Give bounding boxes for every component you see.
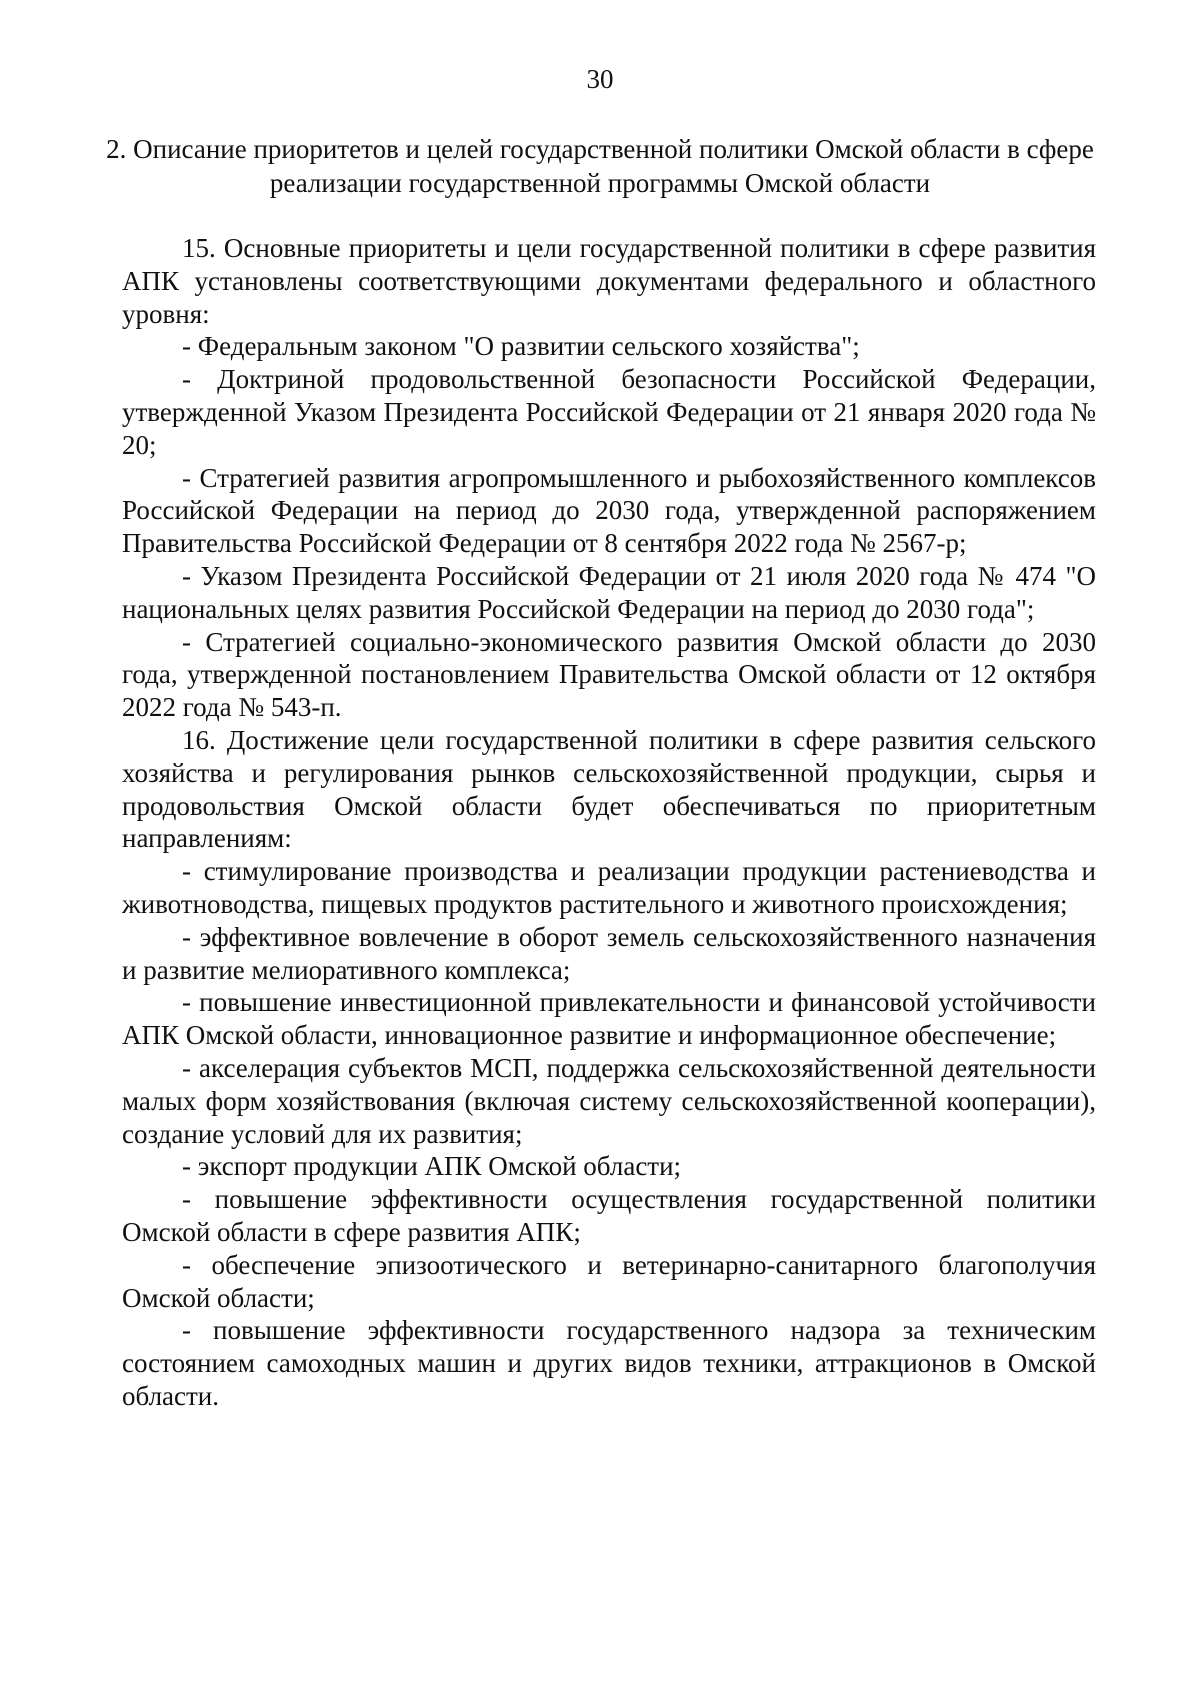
priority-item: - обеспечение эпизоотического и ветеринарно-санитарного благополучия Омской области; (122, 1249, 1096, 1313)
list-item-federal-law: - Федеральным законом "О развитии сельского хозяйства"; (182, 331, 860, 362)
section-title: 2. Описание приоритетов и целей государственной политики Омской области в сфере реализации государственной программы Омской области (106, 134, 1094, 198)
paragraph-15-intro: 15. Основные приоритеты и цели государственной политики в сфере развития АПК установлены соответствующими документами федерального и областного уровня: (122, 233, 1096, 329)
document-body (122, 232, 1096, 1413)
list-item-presidential-decree: - Указом Президента Российской Федерации от 21 июля 2020 года № 474 "О национальных целях развития Российской Федерации на период до 2030 года"; (122, 560, 1096, 624)
priority-item: - стимулирование производства и реализации продукции растениеводства и животноводства, пищевых продуктов растительного и животного происхождения; (122, 856, 1096, 919)
priority-item: - экспорт продукции АПК Омской области; (182, 1151, 682, 1182)
priority-item: - эффективное вовлечение в оборот земель сельскохозяйственного назначения и развитие мелиоративного комплекса; (122, 921, 1096, 985)
priority-item: - акселерация субъектов МСП, поддержка сельскохозяйственной деятельности малых форм хозяйствования (включая систему сельскохозяйственной кооперации), создание условий для их развития; (122, 1052, 1096, 1149)
list-item-agro-strategy: - Стратегией развития агропромышленного и рыбохозяйственного комплексов Российской Федерации на период до 2030 года, утвержденной распоряжением Правительства Российской Федерации от 8 сентября 2022 года № 2567-р; (122, 462, 1096, 559)
paragraph-16-intro: 16. Достижение цели государственной политики в сфере развития сельского хозяйства и регулирования рынков сельскохозяйственной продукции, сырья и продовольствия Омской области будет обеспечиваться по приоритетным направлениям: (122, 724, 1096, 854)
priority-item: - повышение эффективности осуществления государственной политики Омской области в сфере развития АПК; (122, 1184, 1096, 1247)
list-item-omsk-strategy: - Стратегией социально-экономического развития Омской области до 2030 года, утвержденной постановлением Правительства Омской области от 12 октября 2022 года № 543-п. (122, 626, 1096, 723)
priority-item: - повышение инвестиционной привлекательности и финансовой устойчивости АПК Омской области, инновационное развитие и информационное обеспечение; (122, 987, 1096, 1051)
list-item-food-security-doctrine: - Доктриной продовольственной безопасности Российской Федерации, утвержденной Указом Президента Российской Федерации от 21 января 2020 года № 20; (122, 364, 1096, 460)
page-number: 30 (586, 64, 614, 94)
priority-item: - повышение эффективности государственного надзора за техническим состоянием самоходных машин и других видов техники, аттракционов в Омской области. (122, 1315, 1096, 1411)
